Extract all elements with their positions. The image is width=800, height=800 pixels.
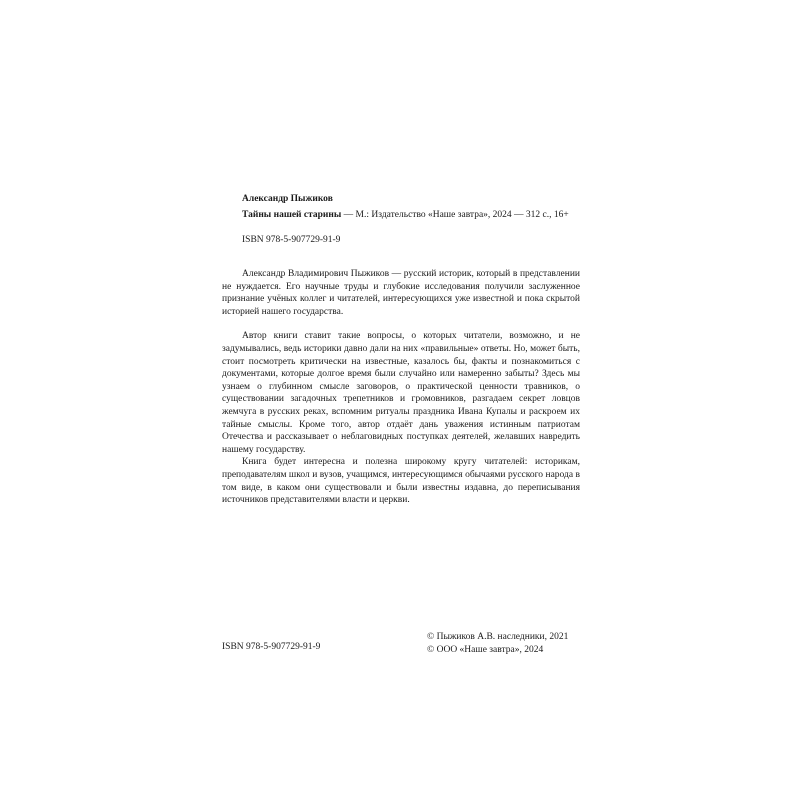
annotation-text <box>222 268 580 507</box>
copyright-author: © Пыжиков А.В. наследники, 2021 <box>427 632 569 642</box>
copyright-publisher: © ООО «Наше завтра», 2024 <box>427 645 544 655</box>
copyright-block <box>427 631 568 657</box>
isbn-bottom: ISBN 978-5-907729-91-9 <box>222 642 321 652</box>
book-title: Тайны нашей старины <box>242 210 342 220</box>
author-name: Александр Пыжиков <box>242 194 333 204</box>
isbn-top: ISBN 978-5-907729-91-9 <box>242 235 341 245</box>
annotation-paragraph-1: Александр Владимирович Пыжиков — русский историк, который в представлении не нуждается. Его научные труды и глубокие исследования получили заслуженное признание учёных коллег и читателей, интересующихся уже известной и пока скрытой историей нашего государства. <box>222 269 580 317</box>
annotation-paragraph-2: Автор книги ставит такие вопросы, о которых читатели, возможно, и не задумывались, ведь историки давно дали на них «правильные» ответы. Но, может быть, стоит посмотреть критически на известные, казалось бы, факты и познакомиться с документами, которые долгое время были случайно или намеренно забыты? Здесь мы узнаем о глубинном смысле заговоров, о практической ценности травников, о существовании загадочных трепетников и громовников, разгадаем секрет ловцов жемчуга в русских реках, вспомним ритуалы праздника Ивана Купалы и раскроем их тайные смыслы. Кроме того, автор отдаёт дань уважения истинным патриотам Отечества и рассказывает о неблаговидных поступках деятелей, желавших навредить нашему государству. <box>222 331 580 455</box>
imprint-details: — М.: Издательство «Наше завтра», 2024 — 312 с., 16+ <box>341 210 569 220</box>
annotation-paragraph-3: Книга будет интересна и полезна широкому кругу читателей: историкам, преподавателям школ и вузов, учащимся, интересующимся обычаями русского народа в том виде, в каком они существовали и были известны издавна, до переписывания источников представителями власти и церкви. <box>222 457 580 506</box>
bibliographic-record <box>242 191 582 248</box>
title-line <box>242 207 582 223</box>
